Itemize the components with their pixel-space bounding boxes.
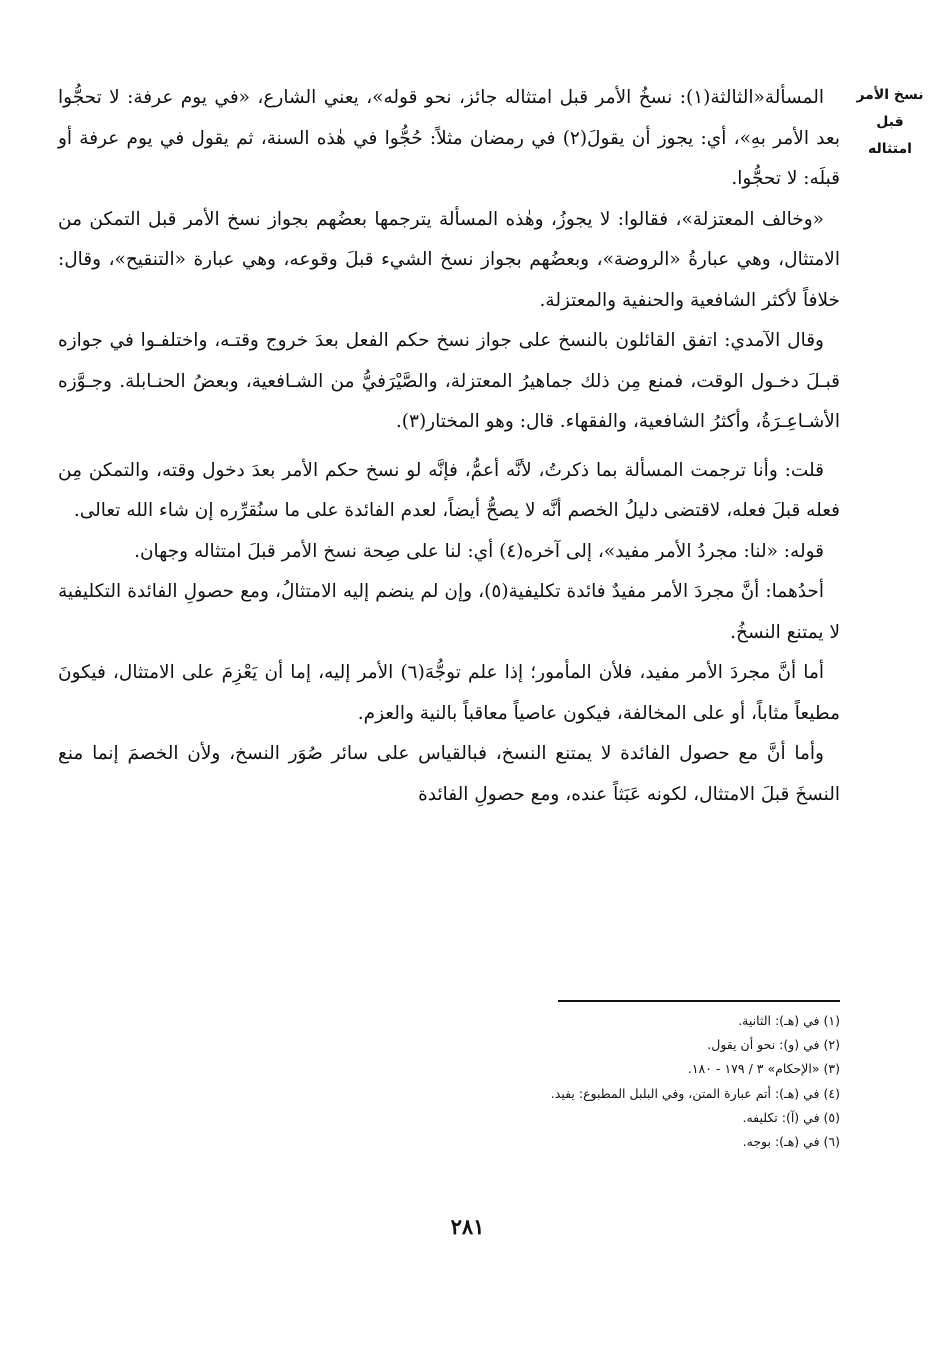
main-text xyxy=(58,78,840,815)
margin-note: نسخ الأمر قبل امتثاله xyxy=(856,87,924,157)
footnote: (٢) في (و): نحو أن يقول. xyxy=(707,1037,840,1053)
footnote-divider xyxy=(558,1000,840,1002)
footnote: (٤) في (هـ): أتم عبارة المتن، وفي البلبل المطبوع: يفيد. xyxy=(550,1085,840,1101)
paragraph: «وخالف المعتزلة»، فقالوا: لا يجوزُ، وهٰذه المسألة يترجمها بعضُهم بجواز نسخ الأمر قبل التمكن من الامتثال، وهي عبارةُ «الروضة»، وبعضُهم بجواز نسخ الشيء قبلَ وقوعه، وهي عبارة «التنقيح»، وقال: خلافاً لأكثر الشافعية والحنفية والمعتزلة. xyxy=(58,208,840,311)
paragraph: وقال الآمدي: اتفق القائلون بالنسخ على جواز نسخ حكم الفعل بعدَ خروج وقتـه، واختلفـوا في جوازه قبـلَ دخـول الوقت، فمنع مِن ذلك جماهيرُ المعتزلة، والصَّيْرَفيُّ من الشـافعية، وبعضُ الحنـابلة. وجـوَّزه الأشـاعِـرَةُ، وأكثرُ الشافعية، والفقهاء. قال: وهو المختار(٣). xyxy=(58,330,840,432)
footnote: (٣) «الإحكام» ٣ / ١٧٩ - ١٨٠. xyxy=(687,1061,840,1077)
paragraph: قوله: «لنا: مجردُ الأمر مفيد»، إلى آخره(٤) أي: لنا على صِحة نسخ الأمر قبلَ امتثاله وجهان. xyxy=(134,540,824,562)
footnote: (٦) في (هـ): بوجه. xyxy=(742,1134,840,1150)
paragraph: المسألة«الثالثة(١): نسخُ الأمر قبل امتثاله جائز، نحو قوله»، يعني الشارع، «في يوم عرفة: لا تحجُّوا بعد الأمر بهِ»، أي: يجوز أن يقولَ(٢) في رمضان مثلاً: حُجُّوا في هٰذه السنة، ثم يقول في يوم عرفة أو قبلَه: لا تحجُّوا. xyxy=(58,87,840,189)
page-number: ٢٨١ xyxy=(450,1214,485,1239)
paragraph: وأما أنَّ مع حصول الفائدة لا يمتنع النسخ، فبالقياس على سائر صُوَر النسخ، ولأن الخصمَ إنما منع النسخَ قبلَ الامتثال، لكونه عَبَثاً عنده، ومع حصولِ الفائدة xyxy=(58,743,840,805)
paragraph: أما أنَّ مجردَ الأمر مفيد، فلأن المأمور؛ إذا علم توجُّهَ(٦) الأمر إليه، إما أن يَعْزِمَ على الامتثال، فيكونَ مطيعاً مثاباً، أو على المخالفة، فيكون عاصياً معاقباً بالنية والعزم. xyxy=(58,662,840,724)
footnote: (٥) في (آ): تكليفه. xyxy=(742,1109,840,1125)
paragraph: قلت: وأنا ترجمت المسألة بما ذكرتُ، لأنَّه أعمُّ، فإنَّه لو نسخ حكم الأمر بعدَ دخول وقته، والتمكن مِن فعله قبلَ فعله، لاقتضى دليلُ الخصم أنَّه لا يصحُّ أيضاً، لعدم الفائدة على ما سنُقرِّره إن شاء الله تعالى. xyxy=(58,459,840,521)
footnote: (١) في (هـ): الثانية. xyxy=(738,1013,840,1028)
footnotes xyxy=(300,1009,840,1154)
paragraph: أحدُهما: أنَّ مجردَ الأمر مفيدٌ فائدة تكليفية(٥)، وإن لم ينضم إليه الامتثالُ، ومع حصولِ الفائدة التكليفية لا يمتنع النسخُ. xyxy=(58,581,840,643)
